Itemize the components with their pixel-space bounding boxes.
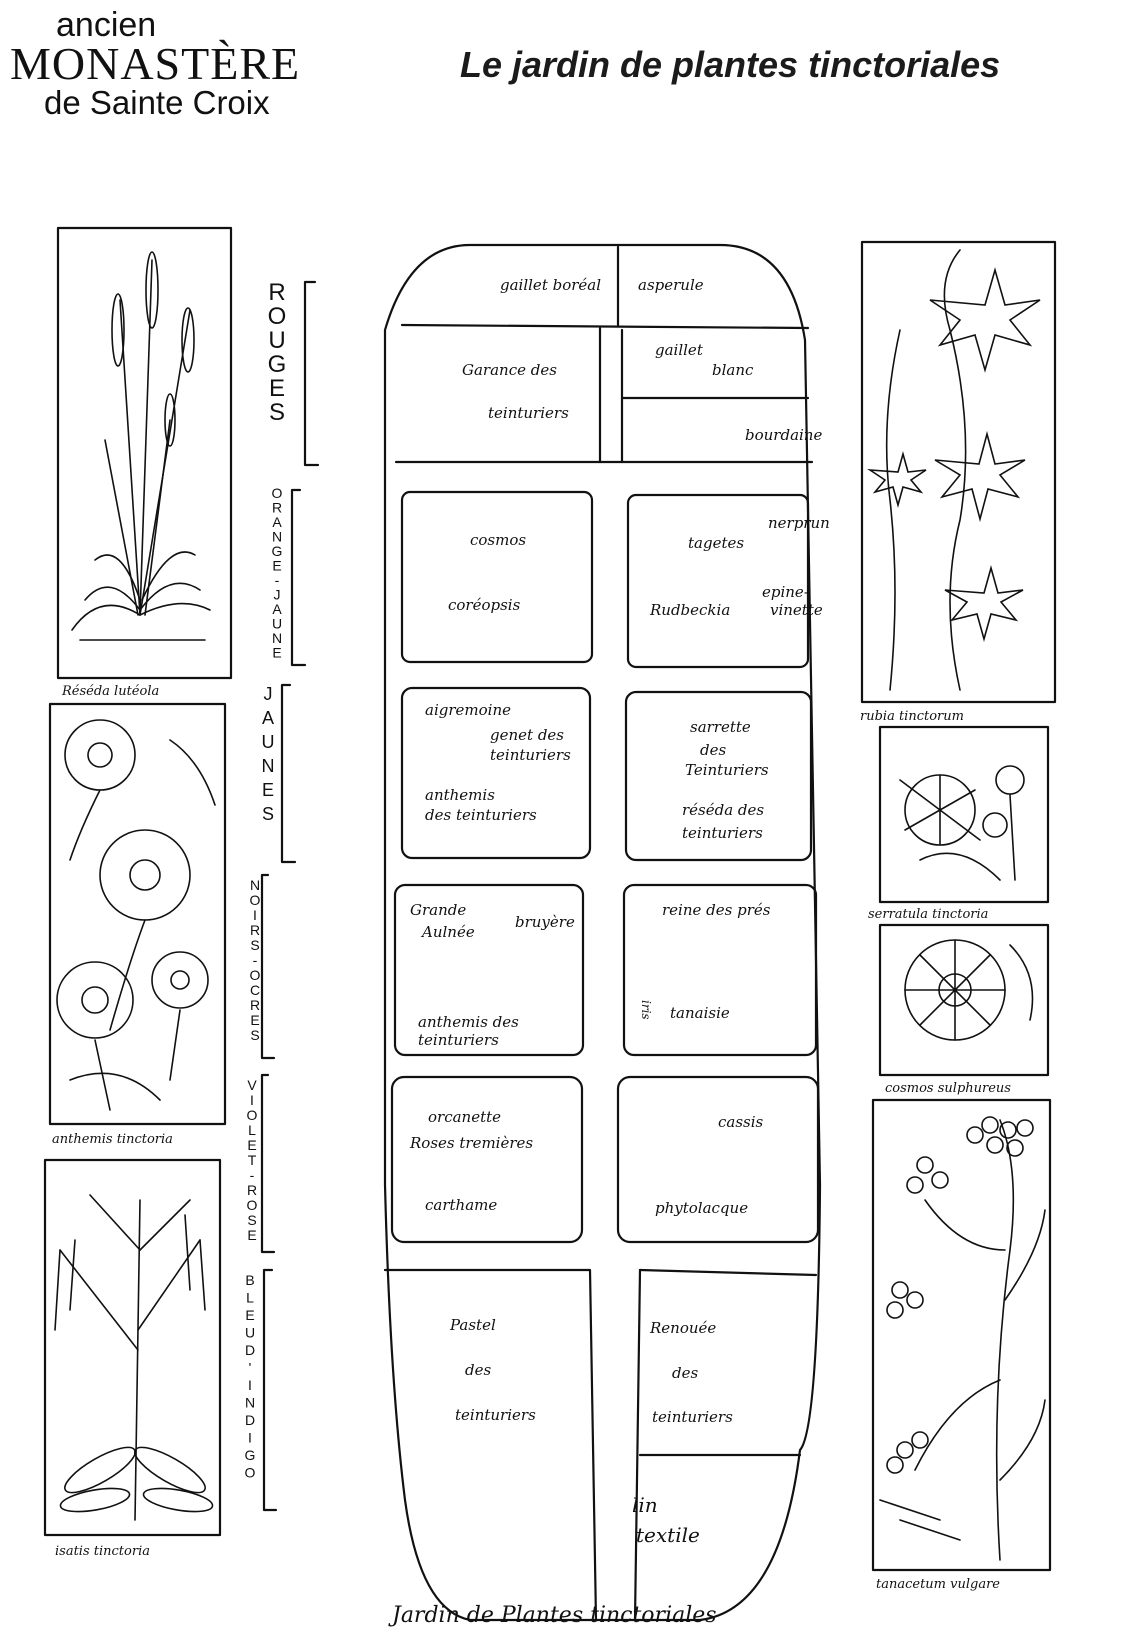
bed-orange-left [402,492,592,662]
color-group-letter: E [272,557,282,574]
label-textile: textile [636,1523,700,1547]
label-bourdaine: bourdaine [745,426,823,444]
label-epine: epine- [762,583,809,601]
color-group-letter: E [272,644,282,661]
label-asperule: asperule [638,276,704,294]
tanacetum-drawing [880,1117,1045,1560]
color-group-letter: G [244,1447,256,1463]
cosmos-drawing [905,940,1033,1040]
logo-line-ancien: ancien [56,6,157,44]
serratula-drawing [900,766,1024,880]
color-group-letter: I [253,907,257,923]
color-group-letter: A [272,514,282,530]
caption-isatis: isatis tinctoria [55,1544,150,1559]
color-group-letter: R [246,1182,258,1198]
color-group-letter: N [244,1394,256,1411]
color-group-letter: J [273,586,281,603]
reseda-drawing [72,252,210,640]
label-renouee-1: Renouée [650,1319,717,1337]
label-orcanette: orcanette [428,1108,502,1126]
caption-tanacetum: tanacetum vulgare [876,1577,1000,1592]
color-group-letter: O [244,1464,256,1481]
label-anthemis-2: des teinturiers [425,806,537,824]
color-group-letter: D [244,1412,256,1428]
color-group-rouges [268,279,287,426]
color-group-letter: N [271,528,283,545]
color-group-orange-jaune [272,485,283,661]
color-group-letter: S [247,1212,257,1228]
color-group-letter: O [271,485,283,501]
color-group-letter: - [252,952,258,968]
label-garance-1: Garance des [462,361,557,379]
label-tagetes: tagetes [688,534,745,552]
caption-reseda: Réséda lutéola [62,684,160,699]
label-reseda-des-2: teinturiers [682,824,763,842]
label-nerprun: nerprun [768,514,830,532]
label-anthemis-des-2: teinturiers [418,1031,499,1049]
label-reseda-des-1: réséda des [682,801,765,819]
label-vinette: vinette [770,601,823,619]
color-group-letter: V [247,1077,257,1093]
color-group-letter: E [247,1227,257,1243]
label-garance-2: teinturiers [488,404,569,422]
color-group-bleu-indigo [245,1272,256,1481]
label-anthemis-des-1: anthemis des [418,1013,519,1031]
label-sarrette-2: des [700,741,727,759]
color-group-letter: S [268,399,286,426]
color-group-letter: E [250,1012,260,1028]
color-group-letter: A [261,708,275,728]
color-group-letter: - [249,1167,255,1183]
frame-reseda [58,228,231,678]
page-title: Le jardin de plantes tinctoriales [460,44,1001,85]
bed-violet-left [392,1077,582,1242]
label-pastel-1: Pastel [450,1316,496,1334]
label-sarrette-1: sarrette [690,718,751,736]
label-tanaisie: tanaisie [670,1004,730,1022]
logo-line-sainte-croix: de Sainte Croix [44,84,270,121]
color-group-letter: - [274,572,280,588]
label-genet-1: genet des [490,726,564,744]
color-group-letter: N [249,877,261,893]
label-anthemis-1: anthemis [425,786,495,804]
color-group-letter: G [271,543,283,559]
color-group-letter: C [249,982,261,998]
caption-rubia: rubia tinctorum [860,709,964,724]
color-group-letter: O [246,1197,258,1213]
label-aigremoine: aigremoine [425,701,511,719]
color-group-letter: E [247,1137,257,1153]
color-group-letter: G [267,351,287,378]
label-roses-tremieres: Roses tremières [410,1134,534,1152]
color-group-letter: B [245,1272,255,1288]
color-group-jaunes [262,684,275,824]
color-group-letter: E [245,1307,255,1323]
color-group-letter: D [244,1342,256,1358]
color-group-letter: T [247,1152,257,1168]
color-group-letter: E [268,375,286,402]
color-group-letter: U [271,615,283,632]
color-group-letter: E [261,780,275,800]
color-group-letter: ' [248,1359,252,1376]
anthemis-drawing [57,720,215,1110]
color-group-letter: S [261,804,275,824]
color-group-letter: N [271,630,283,646]
color-group-letter: O [267,303,287,330]
label-aulnee: Aulnée [422,923,475,941]
color-group-letter: O [249,967,261,983]
color-group-letter: R [249,997,261,1013]
isatis-drawing [55,1195,214,1520]
color-group-letter: R [268,279,286,306]
color-group-letter: U [268,327,286,354]
label-sarrette-3: Teinturiers [685,761,769,779]
label-genet-2: teinturiers [490,746,571,764]
caption-serratula: serratula tinctoria [868,907,989,922]
label-lin: lin [632,1493,658,1517]
color-group-letter: S [250,1027,260,1043]
frame-isatis [45,1160,220,1535]
color-group-letter: I [250,1092,254,1108]
label-bruyere: bruyère [515,913,575,931]
color-group-letter: U [261,732,275,752]
label-renouee-2: des [672,1364,699,1382]
logo-line-monastere: MONASTÈRE [10,38,301,89]
frame-tanacetum [873,1100,1050,1570]
rubia-drawing [870,250,1040,690]
label-phytolacque: phytolacque [655,1199,749,1217]
frame-anthemis [50,704,225,1124]
caption-anthemis: anthemis tinctoria [52,1132,173,1147]
label-gaillet-boreal: gaillet boréal [500,276,602,294]
color-group-letter: L [246,1289,254,1306]
color-group-letter: O [249,892,261,908]
label-reine-des-pres: reine des prés [662,901,771,919]
color-group-letter: R [249,922,261,938]
color-group-noirs-ocres [250,877,261,1043]
color-group-letter: I [248,1429,252,1446]
label-iris: iris [639,1000,653,1020]
footer-caption: Jardin de Plantes tinctoriales [392,1603,717,1628]
label-rudbeckia: Rudbeckia [650,601,731,619]
label-carthame: carthame [425,1196,498,1214]
label-gaillet-blanc-2: blanc [712,361,754,379]
color-group-letter: N [261,756,275,776]
label-renouee-3: teinturiers [652,1408,733,1426]
color-group-letter: A [272,601,282,617]
color-group-letter: O [246,1107,258,1123]
color-group-letter: L [248,1122,256,1138]
color-group-letter: U [244,1324,256,1341]
caption-cosmos: cosmos sulphureus [885,1081,1011,1096]
label-pastel-2: des [465,1361,492,1379]
label-gaillet-blanc-1: gaillet [655,341,703,359]
color-group-violet-rose [247,1077,258,1243]
label-grande: Grande [410,901,467,919]
color-group-letter: I [248,1377,252,1393]
label-coreopsis: coréopsis [448,596,521,614]
color-group-letter: S [250,937,260,953]
color-group-letter: J [263,684,273,704]
label-pastel-3: teinturiers [455,1406,536,1424]
label-cassis: cassis [718,1113,764,1131]
color-group-letter: R [271,499,283,516]
label-cosmos: cosmos [470,531,527,549]
bed-violet-right [618,1077,818,1242]
